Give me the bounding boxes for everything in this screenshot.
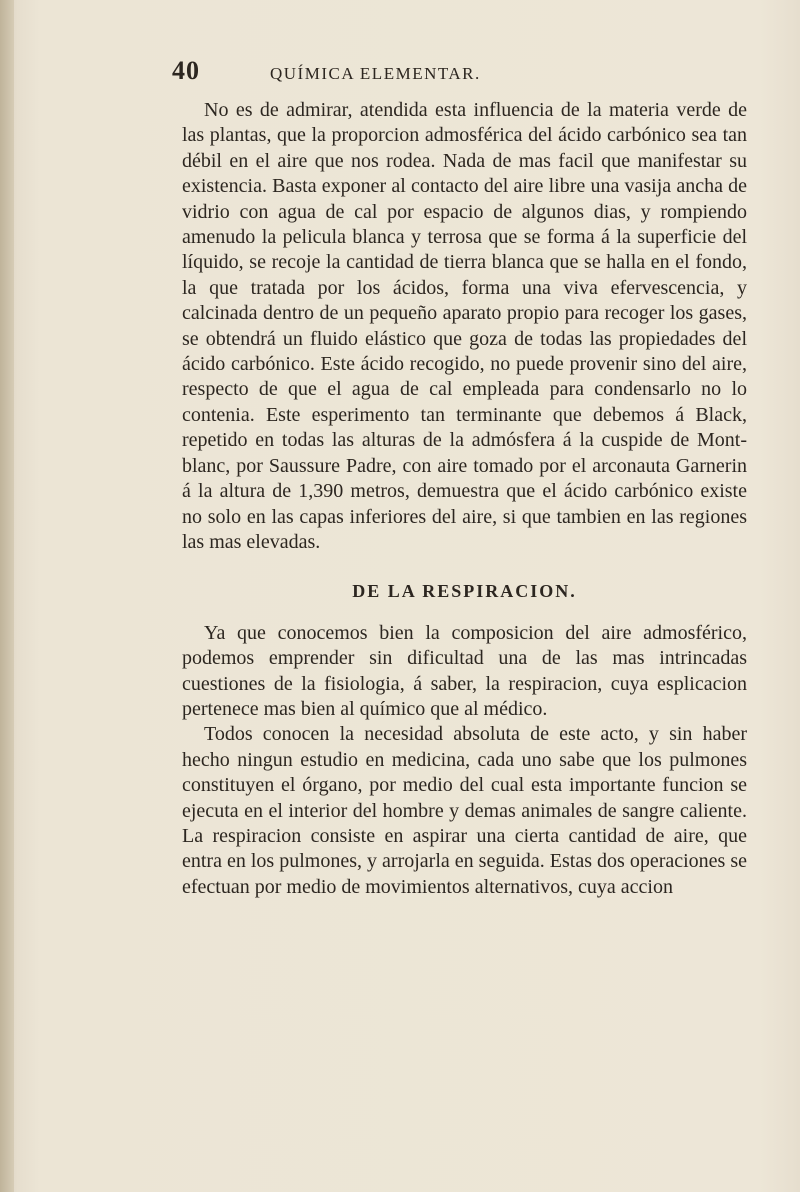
page-body xyxy=(182,98,747,900)
section-heading: DE LA RESPIRACION. xyxy=(352,581,577,602)
page-number: 40 xyxy=(172,56,200,85)
page-header xyxy=(172,56,732,86)
paragraph-respiration-intro: Ya que conocemos bien la composicion del aire admosférico, podemos emprender sin dificultad una de las mas intrincadas cuestiones de la fisiologia, á saber, la respiracion, cuya esplicacion pertenece mas bien al químico que al médico. xyxy=(182,621,747,720)
paragraph-respiration-lungs: Todos conocen la necesidad absoluta de este acto, y sin haber hecho ningun estudio en medicina, cada uno sabe que los pulmones constituyen el órgano, por medio del cual esta importante funcion se ejecuta en el interior del hombre y demas animales de sangre caliente. La respiracion consiste en aspirar una cierta cantidad de aire, que entra en los pulmones, y arrojarla en seguida. Estas dos operaciones se efectuan por medio de movimientos alternativos, cuya accion xyxy=(182,723,747,898)
running-title: QUÍMICA ELEMENTAR. xyxy=(270,64,481,83)
binding-gutter xyxy=(0,0,14,1192)
paragraph-air-carbonic-acid: No es de admirar, atendida esta influencia de la materia verde de las plantas, que la proporcion admosférica del ácido carbónico sea tan débil en el aire que nos rodea. Nada de mas facil que manifestar su existencia. Basta exponer al contacto del aire libre una vasija ancha de vidrio con agua de cal por espacio de algunos dias, y rompiendo amenudo la pelicula blanca y terrosa que se forma á la superficie del líquido, se recoje la cantidad de tierra blanca que se halla en el fondo, la que tratada por los ácidos, forma una viva efervescencia, y calcinada dentro de un pequeño aparato propio para recoger los gases, se obtendrá un fluido elástico que goza de todas las propiedades del ácido carbónico. Este ácido recogido, no puede provenir sino del aire, respecto de que el agua de cal empleada para condensarlo no lo contenia. Este esperimento tan terminante que debemos á Black, repetido en todas las alturas de la admósfera á la cuspide de Mont-blanc, por Saussure Padre, con aire tomado por el arconauta Garnerin á la altura de 1,390 metros, demuestra que el ácido carbónico existe no solo en las capas inferiores del aire, si que tambien en las regiones las mas elevadas. xyxy=(182,99,747,553)
